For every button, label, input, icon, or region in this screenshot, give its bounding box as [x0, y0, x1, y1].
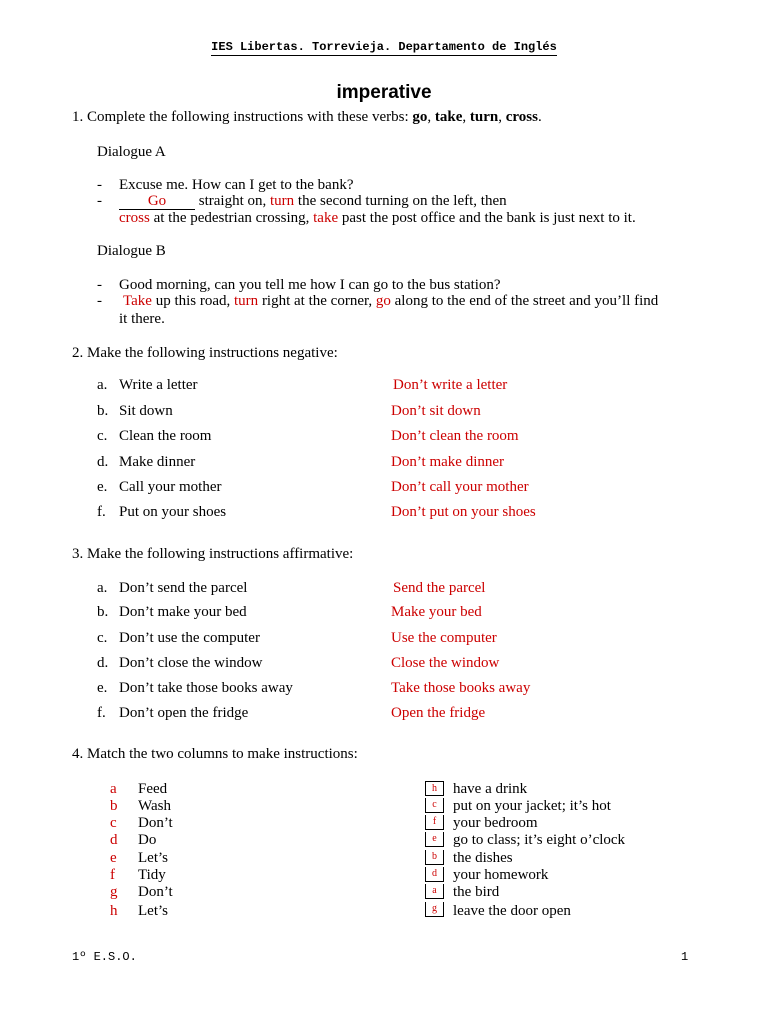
verb-take: take — [434, 109, 463, 125]
q3-answer: Send the parcel — [393, 580, 486, 596]
q3-item-text: Don’t make your bed — [119, 604, 247, 620]
q3-answer: Close the window — [391, 655, 500, 671]
q2-answer: Don’t call your mother — [391, 479, 529, 495]
q4-left-letter: d — [110, 832, 118, 848]
dialogue-a-text-4: past the post office and the bank is just next to it. — [338, 210, 636, 226]
answer-box: g — [425, 902, 444, 917]
verb-go: go — [412, 109, 428, 125]
q2-answer: Don’t make dinner — [391, 454, 505, 470]
dialogue-b-text-3: along to the end of the street and you’ll find — [390, 293, 659, 309]
q4-left-word: Let’s — [138, 850, 168, 866]
q1-intro: 1. Complete the following instructions with these verbs: — [72, 109, 413, 125]
answer-box: h — [425, 781, 444, 796]
q3-answer: Use the computer — [391, 630, 497, 646]
q3-answer: Take those books away — [391, 680, 531, 696]
answer-turn: turn — [270, 193, 295, 209]
answer-go-b: go — [375, 293, 391, 309]
q2-letter: f. — [97, 504, 106, 520]
dialogue-a-dash-1: - — [97, 177, 102, 193]
q4-left-word: Feed — [138, 781, 168, 797]
q4-right-text: go to class; it’s eight o’clock — [453, 832, 626, 848]
verb-turn: turn — [469, 109, 499, 125]
q2-item-text: Sit down — [119, 403, 173, 419]
dialogue-b-line-3: it there. — [119, 311, 165, 327]
q2-item-text: Put on your shoes — [119, 504, 227, 520]
q3-heading: 3. Make the following instructions affirmative: — [72, 546, 354, 562]
q4-left-letter: c — [110, 815, 117, 831]
answer-box: d — [425, 867, 444, 882]
page-header — [0, 40, 768, 54]
page-number: 1 — [681, 950, 689, 964]
dialogue-a-text-1: straight on, — [195, 193, 270, 209]
q4-right-text: your bedroom — [453, 815, 538, 831]
q4-right-text: leave the door open — [453, 903, 571, 919]
q2-letter: c. — [97, 428, 108, 444]
page-title: imperative — [336, 82, 432, 103]
q2-answer: Don’t put on your shoes — [391, 504, 536, 520]
q4-right-text: the dishes — [453, 850, 513, 866]
answer-box: a — [425, 884, 444, 899]
q3-answer: Open the fridge — [391, 705, 486, 721]
q4-left-letter: b — [110, 798, 118, 814]
q4-left-word: Wash — [138, 798, 171, 814]
q4-left-word: Don’t — [138, 815, 173, 831]
q4-right-text: have a drink — [453, 781, 528, 797]
answer-box: f — [425, 815, 444, 830]
q3-item-text: Don’t take those books away — [119, 680, 293, 696]
q3-letter: e. — [97, 680, 108, 696]
q4-right-text: put on your jacket; it’s hot — [453, 798, 611, 814]
q2-letter: b. — [97, 403, 109, 419]
answer-turn-b: turn — [234, 293, 259, 309]
dialogue-b-dash-2: - — [97, 293, 102, 309]
q4-right-text: your homework — [453, 867, 549, 883]
q4-left-letter: a — [110, 781, 117, 797]
q2-letter: a. — [97, 377, 108, 393]
dialogue-a-line-1: Excuse me. How can I get to the bank? — [119, 177, 354, 193]
q3-item-text: Don’t send the parcel — [119, 580, 248, 596]
q2-answer: Don’t clean the room — [391, 428, 519, 444]
dialogue-a-dash-2: - — [97, 193, 102, 209]
q2-item-text: Call your mother — [119, 479, 222, 495]
footer-course: 1º E.S.O. — [72, 950, 137, 964]
dialogue-b-text-1: up this road, — [151, 293, 235, 309]
q3-letter: f. — [97, 705, 106, 721]
answer-box: e — [425, 832, 444, 847]
q4-left-letter: g — [110, 884, 118, 900]
q3-item-text: Don’t open the fridge — [119, 705, 249, 721]
answer-box: c — [425, 798, 444, 813]
q3-letter: c. — [97, 630, 108, 646]
dialogue-a-line-3 — [119, 210, 636, 227]
q4-right-text: the bird — [453, 884, 500, 900]
dialogue-a-text-3: at the pedestrian crossing, — [149, 210, 314, 226]
q2-answer: Don’t sit down — [391, 403, 481, 419]
dialogue-a-label: Dialogue A — [97, 144, 166, 160]
q4-left-word: Do — [138, 832, 157, 848]
dialogue-a-text-2: the second turning on the left, then — [294, 193, 507, 209]
q4-left-word: Let’s — [138, 903, 168, 919]
dialogue-a-line-2 — [119, 193, 507, 210]
q2-heading: 2. Make the following instructions negative: — [72, 345, 338, 361]
q2-answer: Don’t write a letter — [393, 377, 508, 393]
q3-item-text: Don’t close the window — [119, 655, 263, 671]
q4-left-letter: h — [110, 903, 118, 919]
q4-heading: 4. Match the two columns to make instructions: — [72, 746, 358, 762]
answer-cross: cross — [119, 210, 150, 226]
answer-blank-go: Go — [119, 194, 195, 210]
q4-left-word: Don’t — [138, 884, 173, 900]
dialogue-b-line-2 — [123, 293, 658, 310]
q3-letter: a. — [97, 580, 108, 596]
header-text: IES Libertas. Torrevieja. Departamento de Inglés — [211, 40, 557, 54]
q1-heading: 1. Complete the following instructions with these verbs: go, take, turn, cross. — [72, 109, 542, 125]
q4-left-letter: e — [110, 850, 117, 866]
q2-item-text: Make dinner — [119, 454, 196, 470]
q3-letter: d. — [97, 655, 109, 671]
verb-cross: cross — [505, 109, 538, 125]
q2-letter: d. — [97, 454, 109, 470]
q2-item-text: Clean the room — [119, 428, 212, 444]
q3-letter: b. — [97, 604, 109, 620]
dialogue-b-line-1: Good morning, can you tell me how I can go to the bus station? — [119, 277, 501, 293]
q3-answer: Make your bed — [391, 604, 482, 620]
q2-item-text: Write a letter — [119, 377, 198, 393]
q2-letter: e. — [97, 479, 108, 495]
answer-box: b — [425, 850, 444, 865]
answer-take: take — [313, 210, 339, 226]
q4-left-letter: f — [110, 867, 115, 883]
dialogue-b-text-2: right at the corner, — [258, 293, 376, 309]
dialogue-b-label: Dialogue B — [97, 243, 166, 259]
q4-left-word: Tidy — [138, 867, 166, 883]
answer-take-b: Take — [123, 293, 152, 309]
dialogue-b-dash-1: - — [97, 277, 102, 293]
q3-item-text: Don’t use the computer — [119, 630, 260, 646]
